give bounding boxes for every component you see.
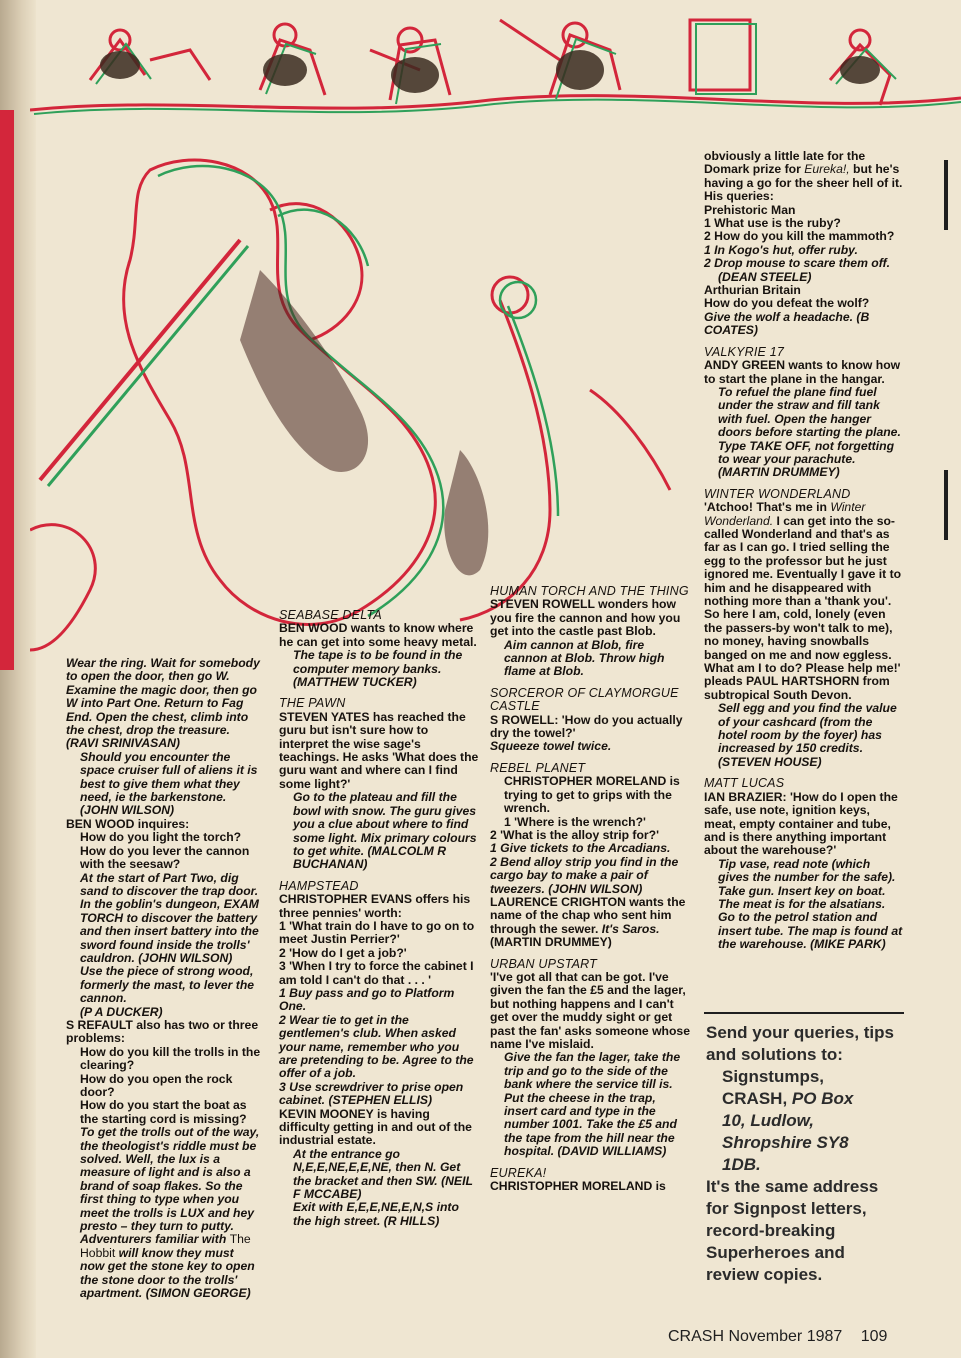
winter-answer: Sell egg and you find the value of your cashcard (from the hotel room by the foyer) has increased by 150 credits. (STEVEN HOUSE): [718, 701, 897, 769]
matt-lucas-answer: Tip vase, read note (which gives the number for the safe). Take gun. Insert key on boat. The meat is for the alsatians. Go to the petrol station and insert tube. The map is found at the warehouse. (MIKE PARK): [718, 856, 903, 952]
seabase-answer: The tape is to be found in the computer memory banks. (MATTHEW TUCKER): [293, 648, 463, 690]
the-hobbit-title: The Hobbit: [80, 1232, 251, 1260]
winter-question: 'Atchoo! That's me in Winter Wonderland. I can get into the so-called Wonderland and that's as far as I can go. I tried selling the egg to the professor but he just ignored me. Eventually I gave it to him and he disappeared with nothing more than a 'thank you'. So here I am, cold, lonely (even the passers-by won't talk to me), no money, having snowballs banged on me and now eggless. What am I to do? Please help me!' pleads PAUL HARTSHORN from subtropical South Devon.: [704, 500, 902, 702]
right-edge-mark-bottom: [944, 470, 948, 540]
mooney-answer: At the entrance go N,E,E,NE,E,E,NE, then N. Get the bracket and then SW. (NEIL F MCCABE): [293, 1146, 473, 1202]
send-line-6: Shropshire SY8: [722, 1133, 849, 1152]
sorceror-answer: Squeeze towel twice.: [490, 739, 612, 754]
column-2: [279, 609, 479, 1228]
heading-hampstead: HAMPSTEAD: [279, 878, 359, 893]
col1-paragraph-4: At the start of Part Two, dig sand to discover the trap door. In the goblin's dungeon, EXAM TORCH to discover the battery and then insert battery into the sword found inside the trolls' cauldron. (JOHN WILSON): [80, 870, 259, 965]
heading-human-torch: HUMAN TORCH AND THE THING: [490, 584, 689, 598]
crighton-credit: (MARTIN DRUMMEY): [490, 935, 612, 950]
col1-paragraph-6: S REFAULT also has two or three problems:: [66, 1017, 259, 1046]
send-line-11: Superheroes and: [706, 1243, 845, 1262]
matt-lucas-question: IAN BRAZIER: 'How do I open the safe, use note, ignition keys, meat, empty container and tube, and is there anything important about the warehouse?': [704, 789, 898, 858]
send-line-3: Signstumps,: [722, 1067, 825, 1086]
column-1: [66, 657, 261, 1301]
eureka-intro: CHRISTOPHER MORELAND is: [490, 1179, 666, 1194]
send-line-9: for Signpost letters,: [706, 1199, 867, 1218]
mooney-question: KEVIN MOONEY is having difficulty getting in and out of the industrial estate.: [279, 1106, 472, 1148]
col1-paragraph-2: Should you encounter the space cruiser full of aliens it is best to give them what they need, ie the barkenstone. (JOHN WILSON): [80, 749, 258, 818]
col1-question-intro: BEN WOOD inquires:: [66, 816, 190, 831]
col1-question-2: How do you lever the cannon with the seesaw?: [80, 843, 250, 872]
arthurian-question: How do you defeat the wolf?: [704, 296, 870, 311]
heading-sorceror: SORCEROR OF CLAYMORGUE CASTLE: [490, 685, 679, 714]
rebel-question-1: 1 'Where is the wrench?': [504, 814, 646, 829]
urban-answer: Give the fan the lager, take the trip and go to the side of the bank where the service till is. Put the cheese in the trap, insert card and type in the number 1001. Take the £5 and the tape from the hill near the hospital. (DAVID WILLIAMS): [504, 1050, 681, 1159]
pawn-question: STEVEN YATES has reached the guru but isn't sure how to interpret the wise sage's teachings. He asks 'What does the guru want and where can I find some light?': [279, 709, 479, 791]
col1-paragraph-5: Use the piece of strong wood, formerly the mast, to lever the cannon.: [80, 964, 255, 1006]
page-edge-red-mark: [0, 110, 14, 670]
rebel-question-2: 2 'What is the alloy strip for?': [490, 827, 659, 842]
heading-seabase-delta: SEABASE DELTA: [279, 608, 382, 622]
heading-matt-lucas: MATT LUCAS: [704, 776, 785, 791]
send-box-divider: [704, 1012, 904, 1014]
heading-rebel-planet: REBEL PLANET: [490, 760, 586, 775]
heading-valkyrie-17: VALKYRIE 17: [704, 344, 785, 359]
sorceror-question: S ROWELL: 'How do you actually dry the towel?': [490, 712, 683, 741]
prehistoric-man-label: Prehistoric Man: [704, 202, 796, 217]
col1-question-1: How do you light the torch?: [80, 830, 242, 845]
rebel-intro: CHRISTOPHER MORELAND is trying to get to grips with the wrench.: [504, 774, 680, 816]
hampstead-answer-1: 1 Buy pass and go to Platform One.: [279, 985, 455, 1014]
col1-question-4: How do you open the rock door?: [80, 1071, 233, 1099]
send-line-10: record-breaking: [706, 1221, 836, 1240]
urban-question: 'I've got all that can be got. I've given the fan the £5 and the lager, but nothing happens and I can't get over the muddy sight or get past the fan' asks someone whose name I've mislaid.: [490, 969, 690, 1051]
send-line-8: It's the same address: [706, 1177, 879, 1196]
rebel-answer-1: 1 Give tickets to the Arcadians.: [490, 841, 671, 856]
hampstead-answer-2: 2 Wear tie to get in the gentlemen's club. When asked your name, remember who you are pretending to be. Agree to the offer of a job.: [279, 1012, 474, 1081]
send-line-4: CRASH, PO Box: [722, 1089, 854, 1108]
heading-the-pawn: THE PAWN: [279, 696, 346, 711]
right-edge-mark-top: [944, 160, 948, 230]
top-frieze-illustration: [30, 0, 961, 150]
heading-eureka: EUREKA!: [490, 1165, 547, 1180]
send-line-5: 10, Ludlow,: [722, 1111, 814, 1130]
valkyrie-answer: To refuel the plane find fuel under the straw and fill tank with fuel. Open the hanger doors before starting the plane. Type TAKE OFF, not forgetting to wear your parachute. (MARTIN DRUMMEY): [718, 384, 901, 480]
hampstead-question-2: 2 'How do I get a job?': [279, 945, 407, 960]
heading-urban-upstart: URBAN UPSTART: [490, 956, 598, 971]
col1-question-3: How do you kill the trolls in the clearing?: [80, 1044, 261, 1073]
col1-paragraph-7: To get the trolls out of the way, the theologist's riddle must be solved. Well, the lux is a measure of light and is also a brand of soap flakes. So the first thing to type when you meet the trolls is LUX and hey presto – they turn to putty. Adventurers familiar with The Hobbit will know they must now get the stone key to open the stone door to the trolls' apartment. (SIMON GEORGE): [80, 1125, 260, 1301]
human-torch-answer: Aim cannon at Blob, fire cannon at Blob. Throw high flame at Blob.: [504, 637, 665, 679]
seabase-question: BEN WOOD wants to know where he can get into some heavy metal.: [279, 621, 477, 649]
column-4: [704, 150, 904, 952]
arthurian-label: Arthurian Britain: [704, 283, 801, 298]
hampstead-answer-3: 3 Use screwdriver to prise open cabinet. (STEPHEN ELLIS): [279, 1079, 464, 1108]
prehistoric-question-1: 1 What use is the ruby?: [704, 216, 841, 231]
send-line-7: 1DB.: [722, 1155, 761, 1174]
prehistoric-answer-2: 2 Drop mouse to scare them off.: [704, 256, 891, 271]
arthurian-answer: Give the wolf a headache. (B COATES): [704, 309, 870, 338]
mooney-exit-answer: Exit with E,E,E,NE,E,N,S into the high street. (R HILLS): [293, 1200, 459, 1228]
col1-question-5: How do you start the boat as the starting cord is missing?: [80, 1098, 247, 1126]
prehistoric-question-2: 2 How do you kill the mammoth?: [704, 229, 895, 244]
page-footer: [668, 1328, 928, 1346]
crighton-question: LAURENCE CRIGHTON wants the name of the chap who sent him through the sewer. It's Saros.: [490, 894, 686, 936]
hampstead-question-3: 3 'When I try to force the cabinet I am told I can't do that . . . ': [279, 959, 474, 987]
prehistoric-credit: (DEAN STEELE): [718, 269, 812, 284]
crighton-answer: It's Saros.: [601, 921, 660, 936]
hampstead-intro: CHRISTOPHER EVANS offers his three pennies' worth:: [279, 892, 471, 920]
col1-paragraph-5-credit: (P A DUCKER): [80, 1004, 163, 1019]
eureka-continued: obviously a little late for the Domark prize for Eureka!, but he's having a go for the sheer hell of it. His queries:: [704, 149, 903, 204]
col1-paragraph-1: Wear the ring. Wait for somebody to open the door, then go W. Examine the magic door, then go W into Part One. Return to Fag End. Open the chest, climb into the chest, drop the treasure. (RAVI SRINIVASAN): [66, 656, 260, 751]
send-line-12: review copies.: [706, 1265, 823, 1284]
eureka-title: Eureka!,: [804, 162, 850, 177]
valkyrie-question: ANDY GREEN wants to know how to start the plane in the hangar.: [704, 358, 901, 386]
column-3: [490, 585, 690, 1193]
footer-magazine-issue: CRASH November 1987: [668, 1328, 843, 1345]
human-torch-question: STEVEN ROWELL wonders how you fire the cannon and how you get into the castle past Blob.: [490, 597, 681, 639]
send-queries-box: [706, 1022, 926, 1286]
hampstead-question-1: 1 'What train do I have to go on to meet Justin Perrier?': [279, 918, 475, 947]
page-number: 109: [860, 1328, 888, 1345]
winter-wonderland-title: Winter Wonderland.: [704, 500, 866, 528]
send-line-1: Send your queries, tips: [706, 1023, 894, 1042]
heading-winter-wonderland: WINTER WONDERLAND: [704, 486, 851, 501]
send-line-2: and solutions to:: [706, 1045, 843, 1064]
rebel-answer-2: 2 Bend alloy strip you find in the cargo bay to make a pair of tweezers. (JOHN WILSON): [490, 854, 679, 896]
pawn-answer: Go to the plateau and fill the bowl with snow. The guru gives you a clue about where to find some light. Mix primary colours to get white. (MALCOLM R BUCHANAN): [293, 790, 477, 872]
prehistoric-answer-1: 1 In Kogo's hut, offer ruby.: [704, 242, 858, 257]
